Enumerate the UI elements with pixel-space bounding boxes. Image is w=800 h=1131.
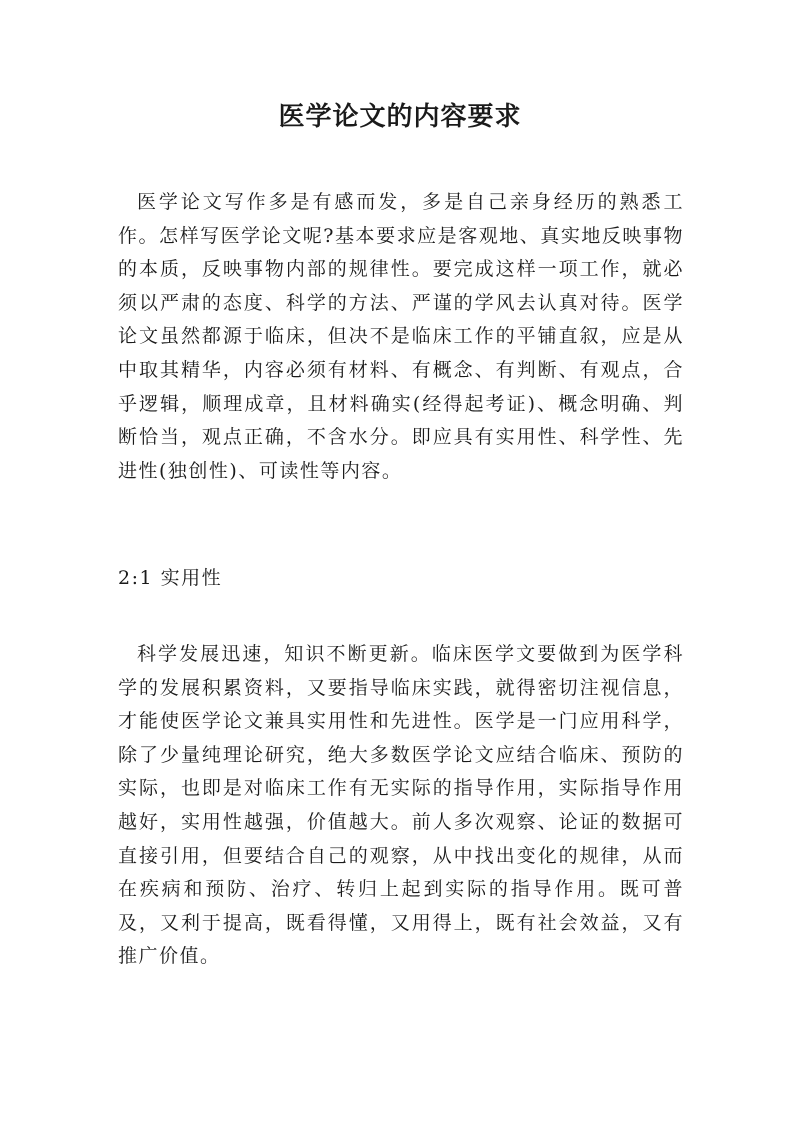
section-heading: 2:1 实用性 <box>118 567 223 589</box>
intro-paragraph: 医学论文写作多是有感而发，多是自己亲身经历的熟悉工作。怎样写医学论文呢?基本要求应是客观地、真实地反映事物的本质，反映事物内部的规律性。要完成这样一项工作，就必须以严肃的态度、科学的方法、严谨的学风去认真对待。医学论文虽然都源于临床，但决不是临床工作的平铺直叙，应是从中取其精华，内容必须有材料、有概念、有判断、有观点，合乎逻辑，顺理成章，且材料确实(经得起考证)、概念明确、判断恰当，观点正确，不含水分。即应具有实用性、科学性、先进性(独创性)、可读性等内容。 <box>118 191 684 482</box>
section-paragraph: 科学发展迅速，知识不断更新。临床医学文要做到为医学科学的发展积累资料，又要指导临床实践，就得密切注视信息，才能使医学论文兼具实用性和先进性。医学是一门应用科学，除了少量纯理论研究，绝大多数医学论文应结合临床、预防的实际，也即是对临床工作有无实际的指导作用，实际指导作用越好，实用性越强，价值越大。前人多次观察、论证的数据可直接引用，但要结合自己的观察，从中找出变化的规律，从而在疾病和预防、治疗、转归上起到实际的指导作用。既可普及，又利于提高，既看得懂，又用得上，既有社会效益，又有推广价值。 <box>118 643 684 968</box>
document-title: 医学论文的内容要求 <box>278 102 522 132</box>
